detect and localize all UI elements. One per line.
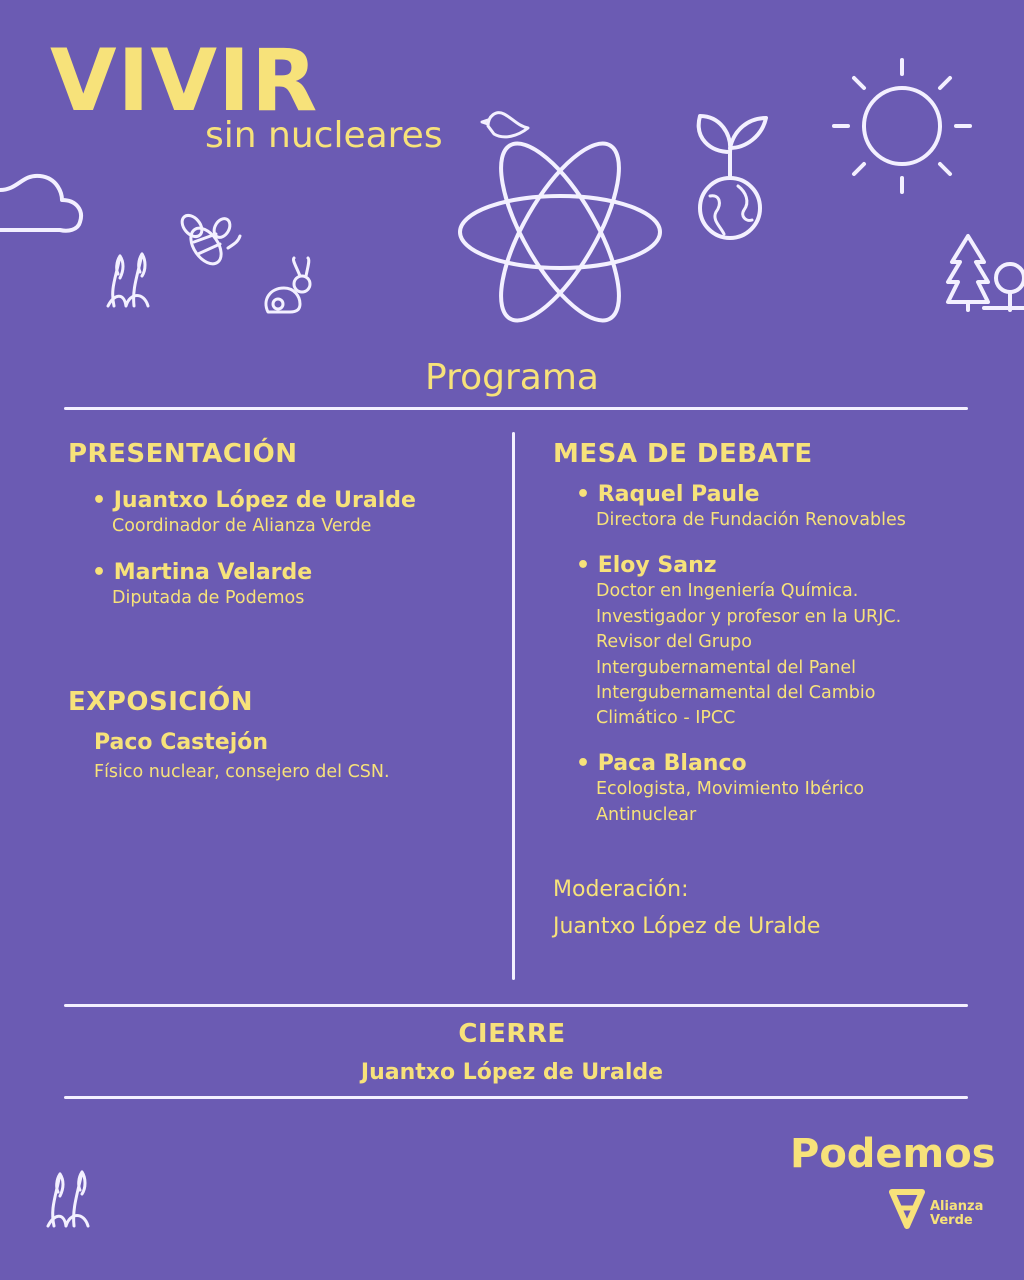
podemos-logo: Podemos <box>790 1131 996 1177</box>
speaker-name: • Juantxo López de Uralde <box>92 488 416 513</box>
speaker-role-line: Antinuclear <box>596 804 697 825</box>
presentacion-heading: PRESENTACIÓN <box>68 439 298 469</box>
cloud-icon <box>0 170 90 260</box>
poster-subtitle: sin nucleares <box>205 115 443 156</box>
mesa-speaker <box>576 482 906 534</box>
cierre-name: Juantxo López de Uralde <box>360 1060 664 1085</box>
alianza-verde-logo-icon <box>888 1186 928 1230</box>
speaker-role: Diputada de Podemos <box>112 588 305 609</box>
bee-icon <box>178 212 248 272</box>
speaker-role-line: Ecologista, Movimiento Ibérico <box>596 779 865 800</box>
exposicion-speaker-name: Paco Castejón <box>94 730 269 755</box>
speaker-role-line: Intergubernamental del Cambio <box>596 682 876 703</box>
alianza-verde-line: Alianza <box>930 1199 984 1214</box>
column-divider <box>512 432 515 980</box>
section-title: Programa <box>425 357 599 398</box>
speaker-name: • Martina Velarde <box>92 560 313 585</box>
presentacion-speaker <box>92 560 312 612</box>
speaker-name: • Paca Blanco <box>576 751 747 776</box>
alianza-verde-line: Verde <box>930 1212 973 1228</box>
moderation-label: Moderación: <box>553 877 689 902</box>
speaker-role-line: Investigador y profesor en la URJC. <box>596 606 902 627</box>
atom-icon <box>456 120 666 340</box>
exposicion-speaker-role: Físico nuclear, consejero del CSN. <box>94 762 390 782</box>
mesa-speaker <box>576 553 901 732</box>
grass-icon <box>44 1166 94 1230</box>
sun-icon <box>830 52 980 202</box>
poster-title: VIVIR <box>50 31 319 131</box>
cierre-top-divider <box>64 1004 968 1007</box>
speaker-role-line: Revisor del Grupo <box>596 632 752 653</box>
cierre-heading: CIERRE <box>458 1019 566 1049</box>
cierre-bottom-divider <box>64 1096 968 1099</box>
exposicion-heading: EXPOSICIÓN <box>68 687 253 717</box>
mesa-speaker <box>576 751 864 828</box>
trees-icon <box>944 232 1024 312</box>
speaker-name: • Raquel Paule <box>576 482 760 507</box>
speaker-role-line: Intergubernamental del Panel <box>596 657 856 678</box>
speaker-name: • Eloy Sanz <box>576 553 717 578</box>
globe-sprout-icon <box>690 108 780 248</box>
speaker-role: Directora de Fundación Renovables <box>596 510 906 531</box>
rabbit-icon <box>260 256 320 316</box>
moderation-name: Juantxo López de Uralde <box>553 914 821 939</box>
grass-icon <box>104 248 154 308</box>
alianza-verde-text <box>930 1200 983 1227</box>
speaker-role-line: Doctor en Ingeniería Química. <box>596 581 859 602</box>
presentacion-speaker <box>92 488 416 540</box>
bird-icon <box>482 106 532 146</box>
top-divider <box>64 407 968 410</box>
speaker-role: Coordinador de Alianza Verde <box>112 516 372 537</box>
speaker-role-line: Climático - IPCC <box>596 708 736 729</box>
mesa-heading: MESA DE DEBATE <box>553 439 813 469</box>
